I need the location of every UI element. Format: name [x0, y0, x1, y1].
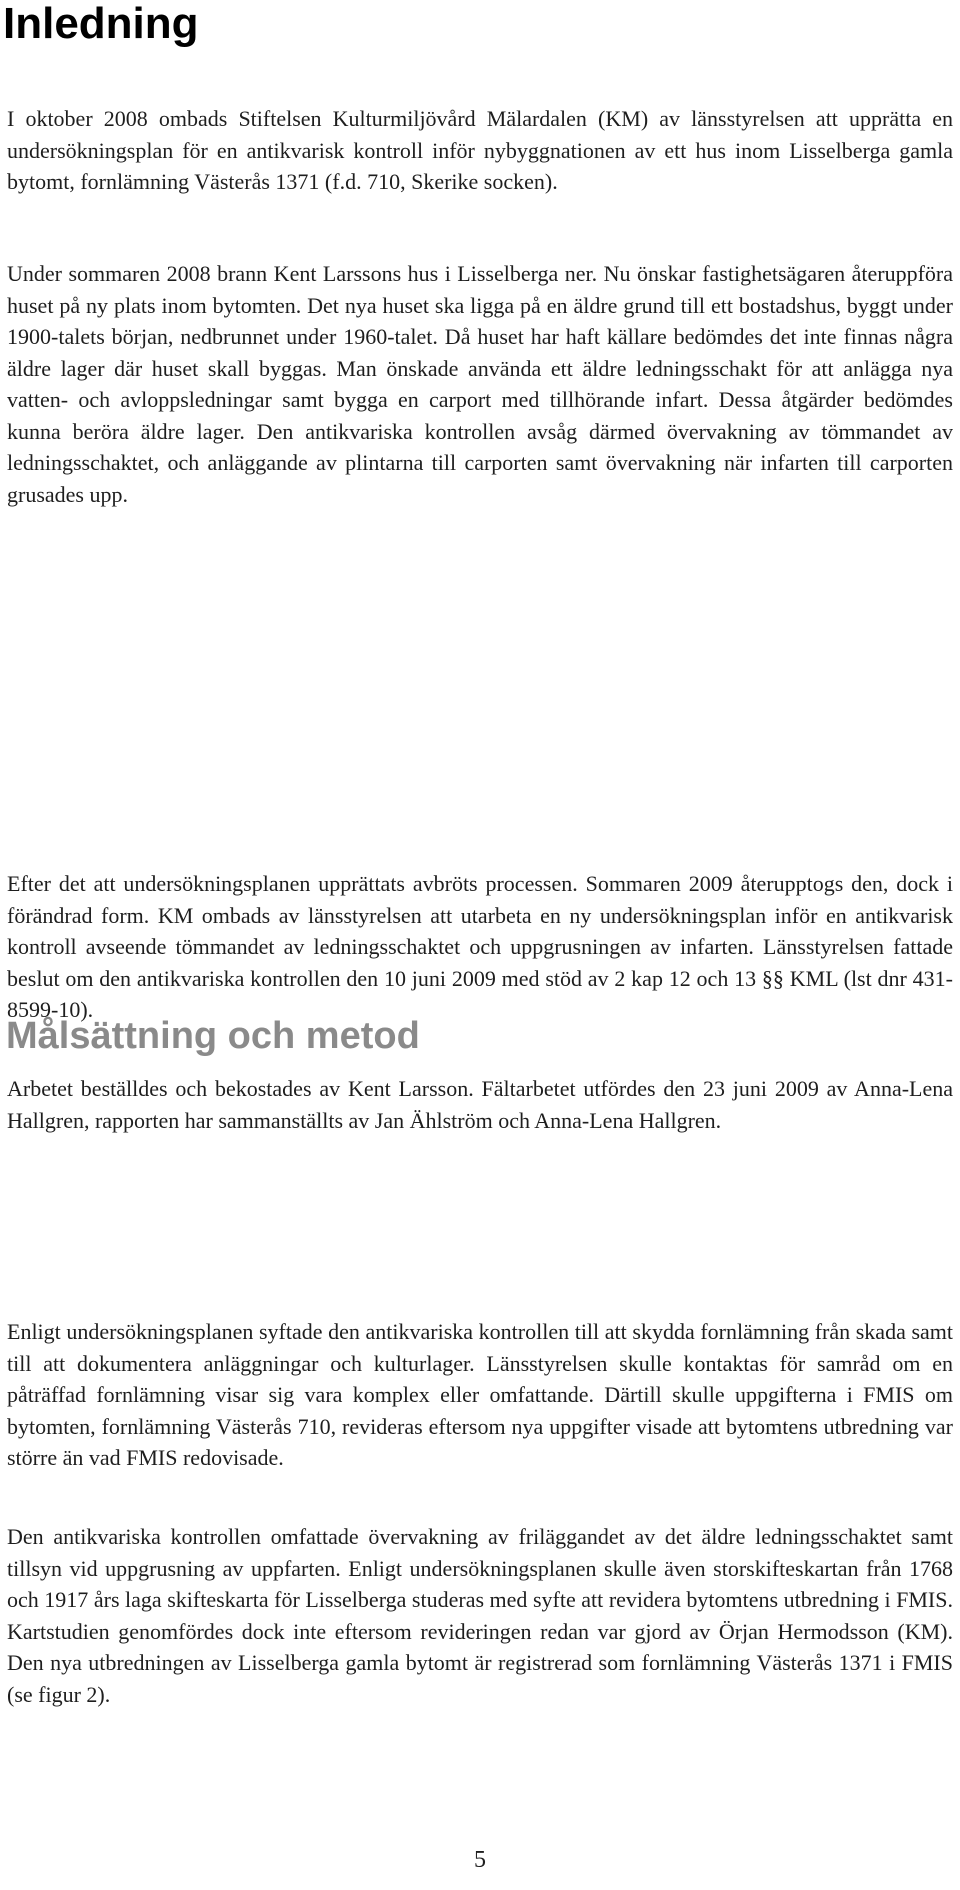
paragraph-intro-commission: I oktober 2008 ombads Stiftelsen Kulturmiljövård Mälardalen (KM) av länsstyrelsen att upprätta en undersökningsplan för en antikvarisk kontroll inför nybyggnationen av ett hus inom Lisselberga gamla bytomt, fornlämning Västerås 1371 (f.d. 710, Skerike socken). [7, 106, 953, 194]
paragraph-fieldwork-credits: Arbetet beställdes och bekostades av Kent Larsson. Fältarbetet utfördes den 23 juni 2009 av Anna-Lena Hallgren, rapporten har sammanställts av Jan Ählström och Anna-Lena Hallgren. [7, 1076, 953, 1133]
heading-inledning: Inledning [3, 0, 199, 48]
paragraph-method: Den antikvariska kontrollen omfattade övervakning av friläggandet av det äldre ledningsschaktet samt tillsyn vid uppgrusning av uppfarten. Enligt undersökningsplanen skulle även storskifteskartan från 1768 och 1917 års laga skifteskarta för Lisselberga studeras med syfte att revidera bytomtens utbredning i FMIS. Kartstudien genomfördes dock inte eftersom revideringen redan var gjord av Örjan Hermodsson (KM). Den nya utbredningen av Lisselberga gamla bytomt är registrerad som fornlämning Västerås 1371 i FMIS (se figur 2). [7, 1524, 953, 1707]
paragraph-aims: Enligt undersökningsplanen syftade den antikvariska kontrollen till att skydda fornlämning från skada samt till att dokumentera anläggningar och kulturlager. Länsstyrelsen skulle kontaktas för samråd om en påträffad fornlämning visar sig vara komplex eller omfattande. Därtill skulle uppgifterna i FMIS om bytomten, fornlämning Västerås 710, revideras eftersom nya uppgifter visade att bytomtens utbredning var större än vad FMIS redovisade. [7, 1319, 953, 1470]
paragraph-fire-and-rebuild: Under sommaren 2008 brann Kent Larssons hus i Lisselberga ner. Nu önskar fastighetsägaren återuppföra huset på ny plats inom bytomten. Det nya huset ska ligga på en äldre grund till ett bostadshus, byggt under 1900-talets början, nedbrunnet under 1960-talet. Då huset har haft källare bedömdes det inte finnas några äldre lager där huset skall byggas. Man önskade använda ett äldre ledningsschakt för att anlägga nya vatten- och avloppsledningar samt bygga en carport med tillhörande infart. Dessa åtgärder bedömdes kunna beröra äldre lager. Den antikvariska kontrollen avsåg därmed övervakning av tömmandet av ledningsschaktet, och anläggande av plintarna till carporten samt övervakning när infarten till carporten grusades upp. [7, 261, 953, 507]
paragraph-resumed-process: Efter det att undersökningsplanen upprättats avbröts processen. Sommaren 2009 återupptogs den, dock i förändrad form. KM ombads av länsstyrelsen att utarbeta en ny undersökningsplan inför en antikvarisk kontroll avseende tömmandet av ledningsschaktet och uppgrusningen av infarten. Länsstyrelsen fattade beslut om den antikvariska kontrollen den 10 juni 2009 med stöd av 2 kap 12 och 13 §§ KML (lst dnr 431-8599-10). [7, 871, 953, 1022]
page-number: 5 [474, 1847, 486, 1873]
heading-malsattning-och-metod: Målsättning och metod [6, 1015, 420, 1057]
